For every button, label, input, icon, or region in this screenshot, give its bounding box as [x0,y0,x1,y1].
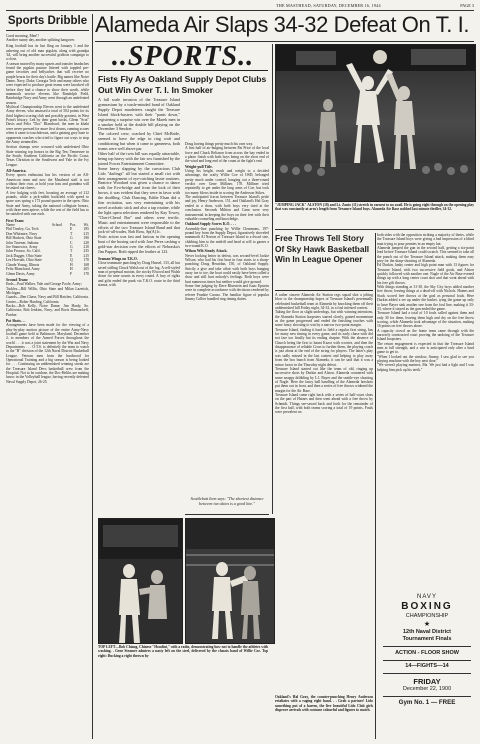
fists-col1-text: A full scale invasion of the Treasure Island gymnasium by a tussle-minded band of Oakland Supply Depot mauleteers caught the Treasure Island block-busters with their "pants down," registering a surprise win over the Marek men in a smoker held at the double bill playing on the December 3 Smoker. The colored crew, coached by Chief McBride, seemed to have the edge in ring craft and conditioning but when it came to gameness, both teams were well above par. Other half of the twin bill was equally attractable, being top heavy with the fair sex furnished by the joined Forces Entertainment Committee. Some heavy slapping by the curvacious Club Lido "darlings" all but started a small riot with their arrangement of eye-catching lassie routines. Beatrice Woodard was given a chance to dance with Joe Evo-bridge and from the look of their brows, it was evident that they were in favor with the shuffling. Club Dancing, Eddie Elsan did a fine recitation, was very entertaining with his novel acrobatic stick and also a tap routine, while the light opera selections rendered by Kay Towey, "Cheri-Cherol Bar" and others were terrific. Music and entertainment were responsible to the efforts of the two Treasure Island Band and that jack-of-all-trades, Bob Ross, Sp(A)1c. Fistic action was fast and furious in the opening bout of the boxing card with Jose Perez cashing a gold-star decision over the efforts of Nebraska's Jim Pappas. Both ripped the leather at 123. [98,98,180,255]
sports-dribble-section-champs: Section champs were crowned with undefeated Ohio State winning top honors in the Big Ten; Tennessee in the South; Southern California on the Pacific Coast; Texas Christian in the Southwest and Yale in the Ivy League. [6,145,89,167]
fists-fly-headline: Fists Fly As Oakland Supply Depot Clubs Out Win Over T. I. In Smoker [98,74,267,95]
sports-title: ..SPORTS.. [111,41,255,72]
fists-bottom-rule [185,514,269,515]
sports-dribble-column [6,14,89,739]
free-throws-headline: Free Throws Tell Story Of Sky Hawk Basketball Win In League Opener [275,233,370,265]
col-name: Name [6,223,15,228]
ad-championship: CHAMPIONSHIP [405,613,449,619]
ad-date: December 22, 1900 [402,685,452,692]
player-name: Don Whitmire, Navy [6,231,38,236]
pot-shots-heading: Pot Shots. . . [6,319,26,323]
fists-col2-text: Doug having things pretty much his own way. A first half of air-bulging between Pat Price of the local force and Chuck Reliason from across the bay ended in a photo finish with both boys being on the short end of the wind and long end of the count at the fight's end. [185,142,269,164]
fists-col2-sub2: Oakland Supply Scores K.O. . . . [185,222,236,227]
second-team-heading: Second Team: [6,277,29,282]
free-throws-col1-text: A rather sincere Alameda Air Station regs squad shot a jolting blow to the championship hopes of Treasure Island's perennially celebrated basketball team at Alameda by knocking them off their unblemished hill Friday night, 34-32, in a foul infested contest. Taking the floor as slight underdogs, but with winning intentions, the Alameda Station hoopsters started slowly, gained momentum as the game progressed and ended the finishing touches with some fancy shooting to win by a narrow two-point margin. Treasure Island, finding it hard to field a regular first string, has for many new timing in every game, and its early chase with did not fare too finally but its ending chapter. With the absence of Church being the first to haunt Kazor with worries, and then the disappearance of reliable Cross to further them, the playing coach is just about at the end of the string for players. The latter's play was sadly missed in the last contest and helping to play away from the box bunch from Alameda, it can be said that it was a minor factor in the Thursday night defeat. Treasure Island started out like the team of old, ringing up successive shots by Durkin and Alston. Alameda countered with some snappy dribbling by L.I. Bayer and the seattle-eye shooting of Nagle. Here the fancy ball handling of the Alameda hotshots put them out in front, and then a series of free throws widened the margin for the Air Base. Treasure Island came right back with a series of half-court shots on the part of Haines and then went ahead with a free throw by Schmidt. Things see-sawed back and forth for the remainder of the first half, with both teams scoring a total of 19 points. Fouls were prevalent on [275,293,373,415]
player-name: Les Horvath, Ohio State [6,258,42,263]
player-name: Felix Blanchard, Army [6,267,40,272]
ad-fights: 14—FIGHTS—14 [405,663,449,669]
player-position: T [70,231,73,236]
player-weight: 170 [83,258,89,263]
player-weight: 205 [83,267,89,272]
player-weight: 220 [83,240,89,245]
free-throws-headline-rule [275,290,373,291]
photo-caption-left: TOP LEFT—Bob Chiang, Chinese "Houdini," with a radio, demonstrating how not to handle the athletes with washing. . Gene Steamer admires a nasty left on the steel, delivered by the chassis hand of Willie Coe. Top right: Ducking a right thrown by [98,645,268,658]
photo-boxing-ring-art [186,519,274,643]
ad-rule-3 [383,673,471,674]
player-name: Jack Dugger, Ohio State [6,253,42,258]
player-position: T [70,249,73,254]
player-name: Joe Stanowicz, Army [6,245,38,250]
photo-boxing-ring [185,518,275,644]
player-name: Bill Hackett, Ohio State [6,236,42,241]
ad-boxing: BOXING [401,601,453,612]
player-name: John Tavener, Indiana [6,240,39,245]
free-throws-col-2 [377,233,474,588]
sports-dribble-title: Sports Dribble [7,15,88,27]
sports-dribble-rule [6,30,89,31]
player-position: H [70,262,73,267]
ad-gym: Gym No. 1 — FREE [398,699,456,706]
column-rule-3 [375,233,376,739]
player-weight: 190 [83,236,89,241]
sports-title-banner [98,41,268,72]
fists-col1-sub: Seaman Wings on T.K.O. [98,257,138,261]
fists-col1-text-b: Close teammate punching by Doug Hussel, 133, all but saved stifling Chuck Walsh out of the fog. A self-styled man of perpetual motion, the stocky Elwood and Walsh down for nine counts in every round. A fury of rights and gifts ended the punk via T.K.O. route in the third stanza, with [98,261,180,288]
photo-boxing-stage-art [99,519,182,643]
ad-rule-4 [383,696,471,697]
fists-col2-text-b: Assembly-line punching by Willie Clemmons, 197-pound key from the Supply Depot, figuratively shoveled mammoth Al Norton of Treasure Island to a dwarf size, clubbing him to the midriff and head at will to garner a two-round K.O. [185,226,269,248]
freethrows-top-rule [275,229,474,230]
player-position: Q [70,258,73,263]
all-america-heading: All-America. [6,168,27,173]
photo-boxing-stage [98,518,183,644]
col-pos: Pos. [70,223,77,228]
col-school: School [52,223,63,228]
fists-col2-sub3: Wilson Wih Steady Attack. [185,249,228,254]
ad-star: ★ [423,621,431,628]
player-weight: 185 [83,227,89,232]
column-rule-2 [272,44,273,514]
player-weight: 215 [83,231,89,236]
player-name: Phil Tinsley, Ga. Tech [6,227,39,232]
ad-rule-2 [383,660,471,661]
free-throws-col-1 [275,293,373,691]
sports-dribble-intro: Good morning, Men!! Another sunny day, another splitting hangover. [6,33,76,42]
player-position: E [70,227,73,232]
first-team-heading: First Team: [6,218,25,223]
player-weight: 210 [83,245,89,250]
ad-district: 12th Naval District Tournament Finals [402,629,452,642]
all-america-text: Every sports enthusiast has his version of an All-American team and now the Masthead staff is not without their own, at hold your hats and grandma will be asked out cheers. A few bulging with feet, boasting an average of 212 pounds, while a jack-rabbit backfield with speed to spare was spring a 173 pound quarter in the open. Ohio State and Army, taking the national collegiate honors, with three men apiece, while the rest of the field has to be satisfied with one each. [6,173,89,217]
basketball-photo-art [276,45,475,201]
masthead-date: THE MASTHEAD, SATURDAY, DECEMBER 16, 1944 [276,3,381,8]
second-team-text: Ends—Paul Walker, Yale and George Poole, Army; Tackles—Bill Willis, Ohio State and Milan Lazetich, Michigan. Guards—Ben Chase, Navy and Bill Hatcher, California. Center—Rober Harding, California. Backs—Bob Kelly, Notre Dame; Jim Hardy, So. California; Bob Jenkins, Navy; and Boris Dimancheff, Purdue. [6,282,89,317]
ad-navy: NAVY [417,594,437,600]
player-name: John Ferraro, So. Calif. [6,249,41,254]
player-weight: 168 [83,262,89,267]
player-position: G [70,245,73,250]
pot-shots-text: Arrangements have been made for the viewing of a play-by-play motion picture of the entire Army-Navy football game held at Baltimore, Maryland, December 2, to members of the Armed Forces throughout the world . . . it was a joint statement by the War and Navy Departments . . . O.T.S. is definitely the team to watch in the "B" division of the 12th Naval District Basketball League. Veteran men from the hardwood for Operational Training and a big season is being looked for . . . Continuing an unblemished winning streak are the Treasure Island Devs basketball crew from the Hospital. Not to be outdone, the Doc-Heliks are making havoc in the Volleyball league, having recently defeated Naval Supply Depot, 26-25. [6,323,89,384]
fists-col2-text-a: Using his height, reach and weight to a decided advantage, the crafty Willie Coe of OSD, belonged pretty much under control, banging out a three-round verdict over Gene Milliner, 178. Milliner tried repeatedly to get under the long arms of Coe, but took too many blows inside in scoring the Anderson Stikes. The anticipated fracas between Treasure Island's pride and joy, Henry Anderson, 151, and Oakland's Hal Gray ended in a draw, with both boys very tired at the conclusion. Seconds Militon and Cann were very instrumental in keeping the boys on their feet with their valuable counseling and knowledge. [185,169,269,221]
first-team-row [6,272,89,276]
player-name: Claude Young, Illinois [6,262,40,267]
col-wt: Wt. [83,223,89,228]
ad-day: FRIDAY [413,676,441,686]
player-weight: 170 [83,271,89,276]
fists-col-2 [185,142,269,490]
ad-action: ACTION - FLOOR SHOW [395,649,459,656]
first-team-table [6,223,89,276]
basketball-photo [275,44,476,202]
scuttlebutt-item: Scuttlebutt Item says: "The shortest distance between two dates is a good line." [190,496,264,506]
first-team-rows [6,227,89,275]
navy-boxing-ad [383,593,471,739]
player-weight: 215 [83,253,89,258]
masthead [6,2,474,10]
masthead-page: PAGE 3 [460,3,474,8]
player-position: C [70,240,73,245]
jumping-jack-caption: "JUMPING JACK" ALSTON (18) and Lt. Zonio (11) stretch in earnest to no avail. He is going right through on the opening play that was constantly at arm's length from Treasure Island boys. Alameda Air Base nabbed last minute thriller, 34-32. [275,203,474,212]
fists-col2-text-c: Never looking better in defeat, was second-level Jackie Wilson, who had his first bout in four starts to a sharp-punching Doug Heuridan, 150, of Oakland Supply. Strictly a give and take affair with both boys banging away toe to toe, the bout could easily have been called a draw and still hurt nobody's feelings. Both boys were hurt numerous times but neither would give ground. Some fine judging by Dave Bluestein and Isaac Epstein were in complete accordance with decisions rendered by referee Frankie Caruso. The familiar figure of popular Jimmy Collier handled ring timing duties. [185,253,269,302]
photo-caption-right: Oakland's Hal Gray, the counter-punching Henry Anderson retaliates with a raging right hand. . . Grab a partner! Lido something put of a harem, the five beautiful Lido Club girls disprove arrivals with costume colourful and figures to match. [275,695,373,712]
headline: Alameda Air Slaps 34-32 Defeat On T. I. [95,12,470,37]
column-rule-1 [92,14,93,739]
ad-rule-1 [383,646,471,647]
player-name: Glenn Davis, Army [6,271,35,276]
player-position: H [70,267,73,272]
player-position: F [70,271,73,276]
player-position: G [70,236,73,241]
free-throws-col2-text: both sides with the opposition striking a majority of theirs, while the Treasure Island boys were giving a bad impression of a blind man trying to pour pennies in an empty hat. Alameda jumped the gun in the second half, getting a six-point lead before Treasure Island could scratch. This seemed to take all the punch out of the Treasure Island attack, making them easy prey for the sharp-shooting of Alameda. Ed Durkin, lanky center and high point man with 13 figures for Treasure Island, with two successive field goals, and Alston quickly followed with another one. Nagle of the Air Base evened things up with a long center court shot and that went ahead with his free gift throws. With things standing at 31-30, the Sky City boys added another free throw, leaving things at a dead-off with Nichols. Haines and Stack scored free throws at the goal as personal fouls. Here Durkin added a set up under the basket, tying the game up only to have Bayer sink another one from the foul line, making it 33-33, where it stayed as the gun ended the game. Treasure Island had a total of 10 fouls called against them and only 30 for them, leaving them high and dry on the free throw scoring, while Alameda took advantage of the situation, making 16 points on free throws alone. A capacity crowd on the home team came through with the narrowly constructed court proving the undoing of the Treasure Island hoopsters. The return engagement is expected in that the Treasure Island men at full strength, and a win is anticipated only after a hard game to get to. "When I looked out the window, Jimmy, I saw glad to see you playing machine with the boy next door." "We weren't playing marines, Ma. We just had a fight and I was helping him pick up his teeth." [377,233,474,372]
fists-col2-sub1: Weight-pull Title. [185,164,213,169]
player-position: E [70,253,73,258]
player-weight: 235 [83,249,89,254]
sports-dribble-body: King football has its last fling on January 1 and the ushering out of old man pigskin, along with grandpa '44, will bring another successful gridiron campaign to a close. A season marred by many upsets and transfer headaches found the pigskin pasture littered with toppled pre-game favorites and bellyaches that will receive no purple hearts for their day's battle. Big names like Notre Dame, Navy, Duke, Georgia Tech and many others who were expected to produce great teams were knocked off before they had a chance to show their worth, while mammoth service elevens like Randolph Field, Bainbridge Navy and Army went through an undefeated season. Mythical Championship Eleven went to the undefeated Army eleven, who amassed a total of 504 points for its third highest scoring club and possibly greatest, in West Point's history. Led by their great backs, Glenn "Scat" Davis and Felix "Doc" Blanchard, the men in khaki were never pressed for more first downs, running scores when it came to touchdowns, and a gaining grey haze to opponents coaches who tried to figure out ways to stop the Army steamroller. [6,44,89,144]
